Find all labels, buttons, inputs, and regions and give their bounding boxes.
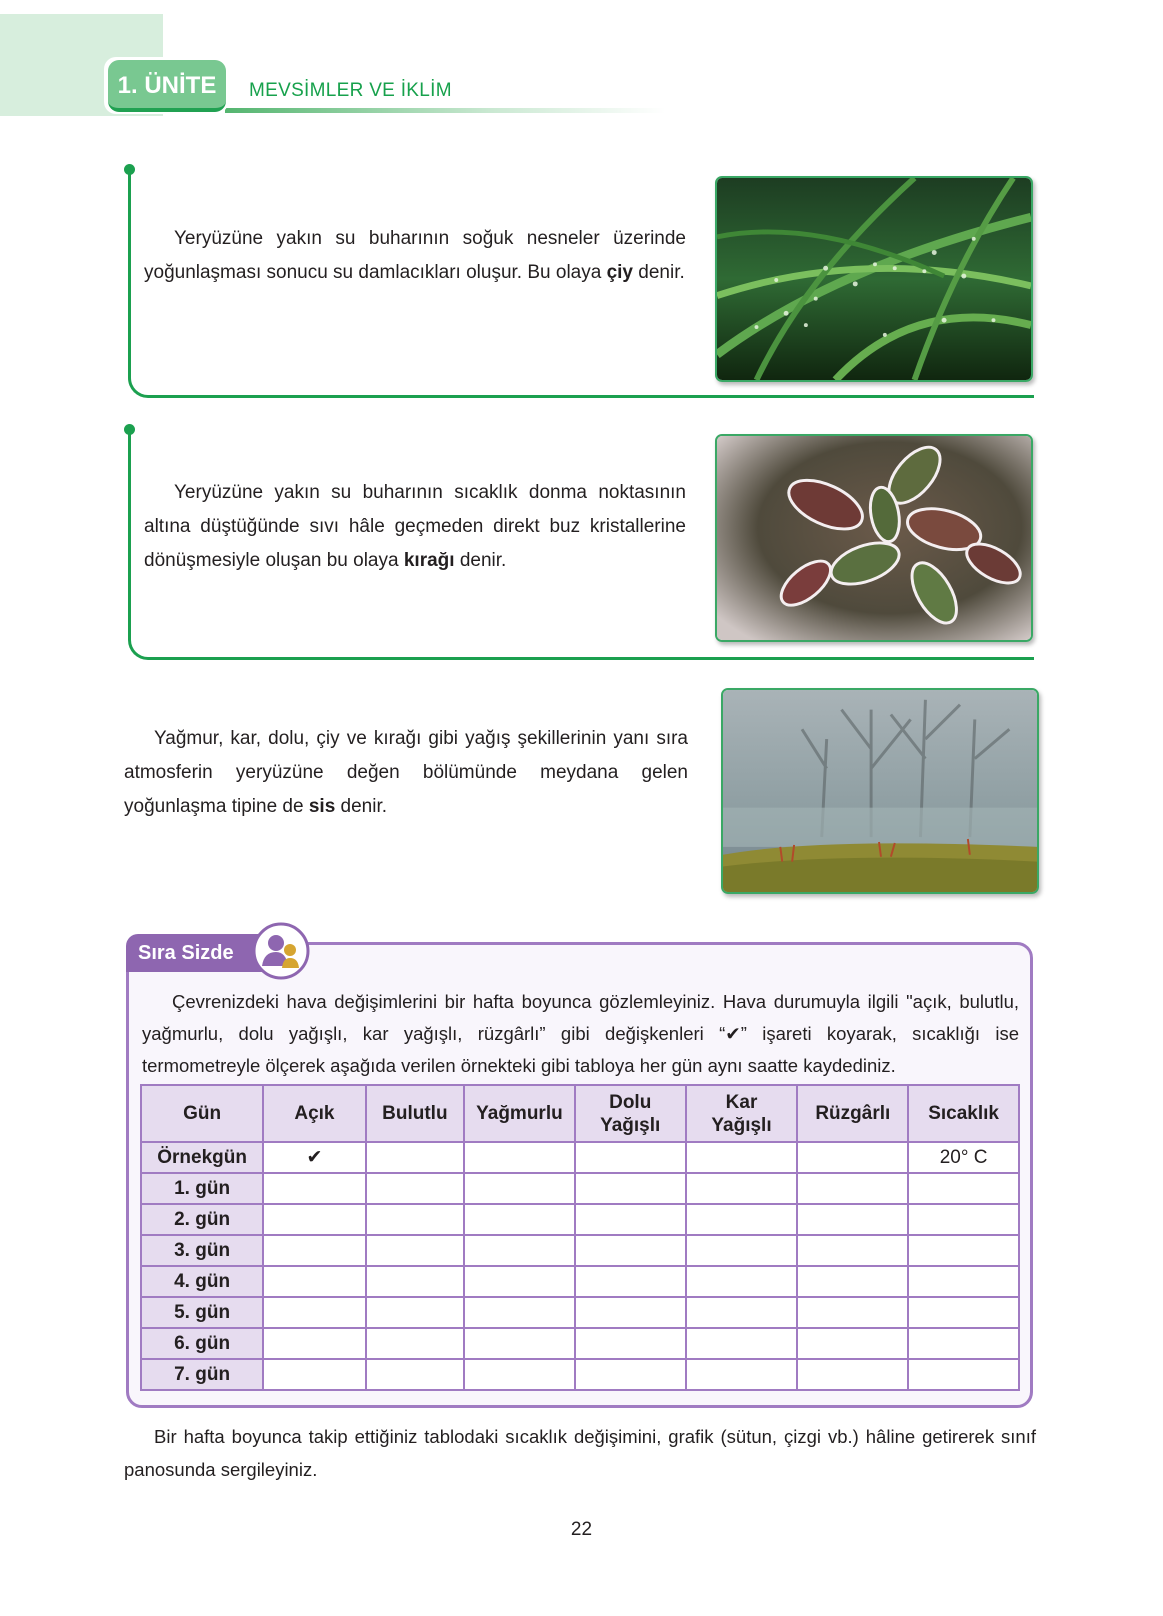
- cell-snow[interactable]: [686, 1328, 798, 1359]
- cell-rainy[interactable]: [464, 1359, 575, 1390]
- cell-cloudy[interactable]: [366, 1235, 464, 1266]
- cell-clear[interactable]: [263, 1297, 366, 1328]
- cell-cloudy[interactable]: [366, 1328, 464, 1359]
- activity-instructions: Çevrenizdeki hava değişimlerini bir hafta boyunca gözlemleyiniz. Hava durumuyla ilgili "açık, bulutlu, yağmurlu, dolu yağışlı, kar yağışlı, rüzgârlı” gibi değişkenleri “✔” işareti koyarak, sıcaklığı ise termometreyle ölçerek aşağıda verilen örnekteki gibi tabloya her gün aynı saatte kaydediniz.: [142, 991, 1019, 1076]
- term-frost: kırağı: [403, 550, 455, 571]
- cell-snow[interactable]: [686, 1173, 798, 1204]
- cell-clear[interactable]: [263, 1266, 366, 1297]
- cell-windy[interactable]: [797, 1142, 908, 1173]
- cell-windy[interactable]: [797, 1204, 908, 1235]
- cell-windy[interactable]: [797, 1297, 908, 1328]
- group-people-icon: [252, 922, 310, 980]
- cell-rainy[interactable]: [464, 1204, 575, 1235]
- term-fog: sis: [308, 796, 336, 817]
- header-rule: [225, 108, 665, 113]
- cell-snow[interactable]: [686, 1359, 798, 1390]
- cell-clear[interactable]: [263, 1204, 366, 1235]
- cell-windy[interactable]: [797, 1328, 908, 1359]
- cell-cloudy[interactable]: [366, 1359, 464, 1390]
- paragraph-dew: Yeryüzüne yakın su buharının soğuk nesneler üzerinde yoğunlaşması sonucu su damlacıkları oluşur. Bu olaya çiy denir.: [144, 228, 686, 283]
- cell-rainy[interactable]: [464, 1328, 575, 1359]
- cell-clear[interactable]: [263, 1328, 366, 1359]
- cell-cloudy[interactable]: [366, 1173, 464, 1204]
- page-number: 22: [570, 1519, 593, 1540]
- col-header-temperature: Sıcaklık: [908, 1085, 1019, 1142]
- row-day-label: 3. gün: [141, 1235, 263, 1266]
- paragraph-fog: Yağmur, kar, dolu, çiy ve kırağı gibi yağış şekillerinin yanı sıra atmosferin yeryüzüne değen bölümünde meydana gelen yoğunlaşma tipine de sis denir.: [124, 728, 688, 817]
- cell-hail[interactable]: [575, 1173, 686, 1204]
- cell-hail[interactable]: [575, 1142, 686, 1173]
- cell-temperature[interactable]: 20° C: [908, 1142, 1019, 1173]
- table-header-row: [141, 1085, 1019, 1142]
- cell-temperature[interactable]: [908, 1235, 1019, 1266]
- term-dew: çiy: [606, 262, 633, 283]
- table-row: [141, 1204, 1019, 1235]
- cell-rainy[interactable]: [464, 1142, 575, 1173]
- cell-windy[interactable]: [797, 1266, 908, 1297]
- col-header-snow: Kar Yağışlı: [686, 1085, 798, 1142]
- row-day-label: 7. gün: [141, 1359, 263, 1390]
- cell-hail[interactable]: [575, 1266, 686, 1297]
- cell-windy[interactable]: [797, 1173, 908, 1204]
- cell-clear[interactable]: [263, 1359, 366, 1390]
- cell-temperature[interactable]: [908, 1204, 1019, 1235]
- cell-temperature[interactable]: [908, 1328, 1019, 1359]
- row-day-label: 2. gün: [141, 1204, 263, 1235]
- cell-snow[interactable]: [686, 1142, 798, 1173]
- unit-badge: 1. ÜNİTE: [108, 60, 226, 112]
- cell-windy[interactable]: [797, 1235, 908, 1266]
- weather-table: [140, 1084, 1020, 1391]
- cell-temperature[interactable]: [908, 1359, 1019, 1390]
- cell-temperature[interactable]: [908, 1297, 1019, 1328]
- col-header-rainy: Yağmurlu: [464, 1085, 575, 1142]
- cell-clear[interactable]: [263, 1235, 366, 1266]
- frost-leaves-photo: [715, 434, 1033, 642]
- row-day-label: Örnekgün: [141, 1142, 263, 1173]
- table-row: [141, 1359, 1019, 1390]
- row-day-label: 1. gün: [141, 1173, 263, 1204]
- cell-cloudy[interactable]: [366, 1142, 464, 1173]
- cell-rainy[interactable]: [464, 1235, 575, 1266]
- col-header-cloudy: Bulutlu: [366, 1085, 464, 1142]
- table-row: [141, 1266, 1019, 1297]
- col-header-hail: Dolu Yağışlı: [575, 1085, 686, 1142]
- cell-cloudy[interactable]: [366, 1297, 464, 1328]
- dew-grass-photo: [715, 176, 1033, 382]
- cell-snow[interactable]: [686, 1266, 798, 1297]
- cell-rainy[interactable]: [464, 1266, 575, 1297]
- cell-hail[interactable]: [575, 1204, 686, 1235]
- cell-temperature[interactable]: [908, 1266, 1019, 1297]
- cell-clear[interactable]: ✔: [263, 1142, 366, 1173]
- cell-hail[interactable]: [575, 1297, 686, 1328]
- cell-rainy[interactable]: [464, 1173, 575, 1204]
- row-day-label: 6. gün: [141, 1328, 263, 1359]
- col-header-clear: Açık: [263, 1085, 366, 1142]
- table-row: [141, 1173, 1019, 1204]
- table-row: [141, 1142, 1019, 1173]
- row-day-label: 5. gün: [141, 1297, 263, 1328]
- cell-temperature[interactable]: [908, 1173, 1019, 1204]
- cell-rainy[interactable]: [464, 1297, 575, 1328]
- closing-instructions: Bir hafta boyunca takip ettiğiniz tablodaki sıcaklık değişimini, grafik (sütun, çizgi vb.) hâline getirerek sınıf panosunda sergileyiniz.: [124, 1426, 1036, 1480]
- activity-tab: Sıra Sizde: [126, 934, 272, 972]
- table-row: [141, 1328, 1019, 1359]
- cell-cloudy[interactable]: [366, 1204, 464, 1235]
- cell-hail[interactable]: [575, 1359, 686, 1390]
- table-row: [141, 1235, 1019, 1266]
- cell-hail[interactable]: [575, 1235, 686, 1266]
- cell-snow[interactable]: [686, 1204, 798, 1235]
- table-row: [141, 1297, 1019, 1328]
- fog-lake-photo: [721, 688, 1039, 894]
- row-day-label: 4. gün: [141, 1266, 263, 1297]
- cell-snow[interactable]: [686, 1297, 798, 1328]
- col-header-day: Gün: [141, 1085, 263, 1142]
- unit-title: MEVSİMLER VE İKLİM: [249, 80, 452, 101]
- cell-hail[interactable]: [575, 1328, 686, 1359]
- paragraph-frost: Yeryüzüne yakın su buharının sıcaklık donma noktasının altına düştüğünde sıvı hâle geçmeden direkt buz kristallerine dönüşmesiyle oluşan bu olaya kırağı denir.: [144, 482, 686, 571]
- cell-clear[interactable]: [263, 1173, 366, 1204]
- col-header-windy: Rüzgârlı: [797, 1085, 908, 1142]
- cell-cloudy[interactable]: [366, 1266, 464, 1297]
- cell-snow[interactable]: [686, 1235, 798, 1266]
- cell-windy[interactable]: [797, 1359, 908, 1390]
